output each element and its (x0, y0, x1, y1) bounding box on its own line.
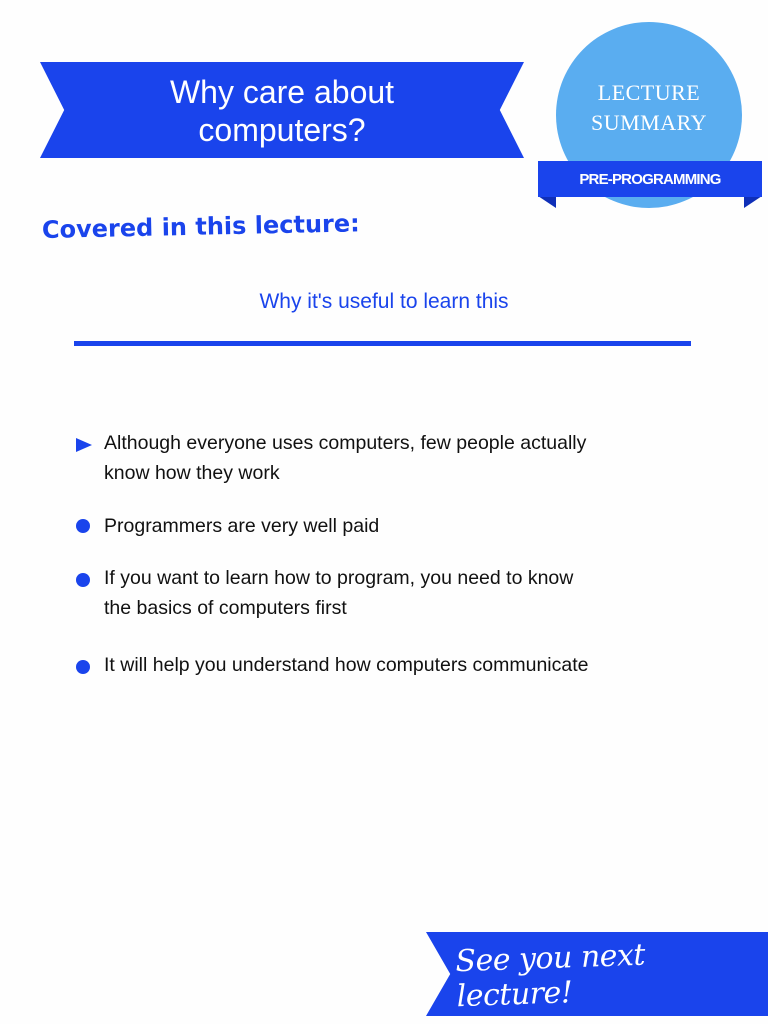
list-item-line: the basics of computers first (104, 597, 347, 619)
bullet-dot-icon (76, 573, 90, 587)
title-line-2: computers? (198, 112, 366, 148)
list-item-text (104, 563, 694, 623)
bullet-arrow-icon (76, 438, 92, 452)
category-label: PRE-PROGRAMMING (579, 170, 721, 188)
list-item-line: Programmers are very well paid (104, 515, 380, 537)
list-item-line: know how they work (104, 462, 280, 484)
title-line-1: Why care about (169, 74, 395, 110)
badge-line-1: LECTURE (597, 80, 701, 105)
bullet-dot-icon (76, 660, 90, 674)
bullet-dot-icon (76, 519, 90, 533)
badge-line-2: SUMMARY (591, 110, 707, 135)
list-item-text (104, 428, 694, 488)
list-item-text (104, 511, 694, 541)
list-item-line: If you want to learn how to program, you need to know (104, 567, 574, 589)
section-heading: Covered in this lecture: (41, 209, 360, 244)
list-item-line: Although everyone uses computers, few people actually (104, 432, 587, 454)
footer-message: See you next lecture! (454, 937, 646, 1015)
list-item-text (104, 650, 694, 680)
section-subtitle: Why it's useful to learn this (259, 290, 509, 313)
list-item-line: It will help you understand how computers communicate (104, 654, 589, 676)
